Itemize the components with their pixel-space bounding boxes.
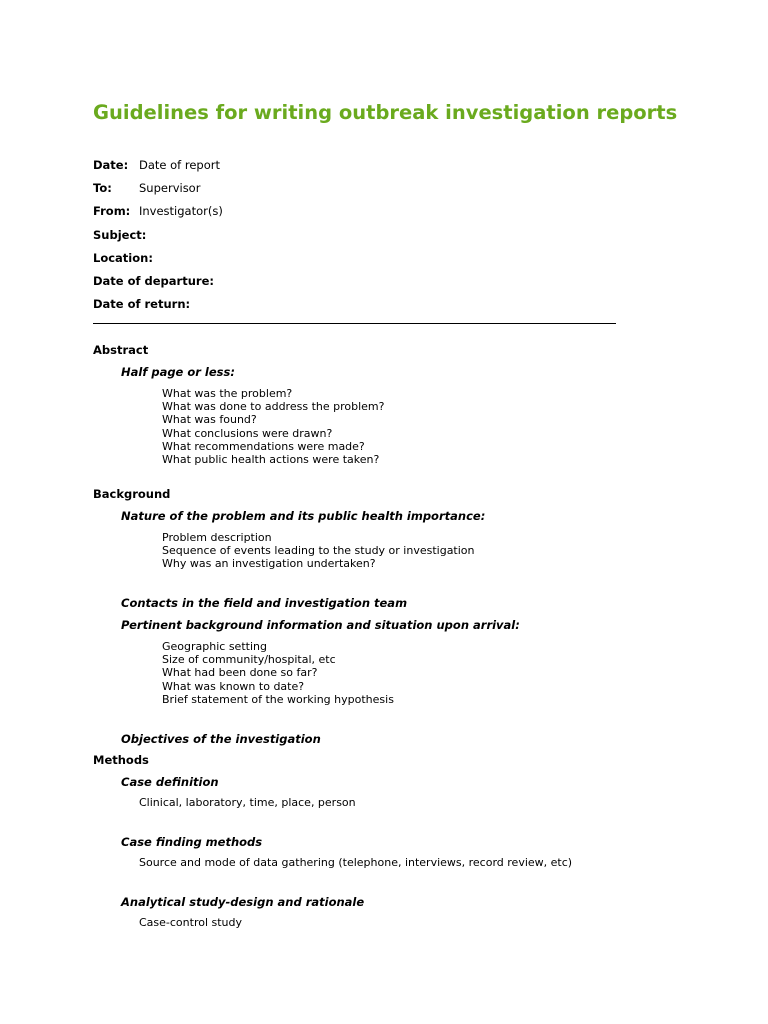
meta-to [93,181,200,195]
document-title: Guidelines for writing outbreak investigation reports [93,101,678,124]
meta-label: From: [93,204,131,218]
case-definition-text: Clinical, laboratory, time, place, person [139,796,356,809]
meta-label: Location: [93,251,153,265]
meta-location [93,251,153,265]
meta-return [93,297,190,311]
meta-departure [93,274,214,288]
background-pertinent-subheading: Pertinent background information and situation upon arrival: [121,618,520,632]
meta-label: Date of departure: [93,274,214,288]
background-nature-list [162,531,475,571]
case-finding-text: Source and mode of data gathering (telephone, interviews, record review, etc) [139,856,573,869]
header-divider [93,323,616,324]
meta-value: Supervisor [139,181,201,195]
background-contacts-subheading: Contacts in the field and investigation team [121,596,408,610]
background-nature-subheading: Nature of the problem and its public health importance: [121,509,486,523]
list-item: What was known to date? [162,679,305,693]
abstract-heading: Abstract [93,343,149,357]
list-item: What was the problem? [162,387,293,400]
methods-heading: Methods [93,753,149,767]
list-item: Size of community/hospital, etc [162,653,336,667]
case-finding-subheading: Case finding methods [121,835,263,849]
meta-label: Date: [93,158,129,172]
list-item: Problem description [162,531,272,544]
meta-date [93,158,220,172]
list-item: What recommendations were made? [162,439,365,453]
background-pertinent-list [162,640,394,706]
meta-label: Subject: [93,228,147,242]
meta-value: Date of report [139,158,221,172]
list-item: What was done to address the problem? [162,400,385,414]
background-objectives-subheading: Objectives of the investigation [121,732,321,746]
abstract-question-list [162,387,384,466]
background-heading: Background [93,487,171,501]
list-item: What public health actions were taken? [162,453,380,467]
meta-label: To: [93,181,112,195]
list-item: Sequence of events leading to the study or investigation [162,544,475,558]
list-item: Why was an investigation undertaken? [162,557,376,571]
abstract-subheading: Half page or less: [121,365,235,379]
meta-label: Date of return: [93,297,191,311]
list-item: Brief statement of the working hypothesis [162,692,394,706]
case-definition-subheading: Case definition [121,775,219,789]
meta-from [93,204,223,218]
meta-value: Investigator(s) [139,204,223,218]
list-item: What conclusions were drawn? [162,426,333,440]
list-item: Geographic setting [162,640,267,653]
analytical-study-subheading: Analytical study-design and rationale [121,895,365,909]
analytical-study-text: Case-control study [139,916,243,929]
list-item: What had been done so far? [162,666,318,680]
list-item: What was found? [162,413,257,427]
meta-subject [93,228,146,242]
